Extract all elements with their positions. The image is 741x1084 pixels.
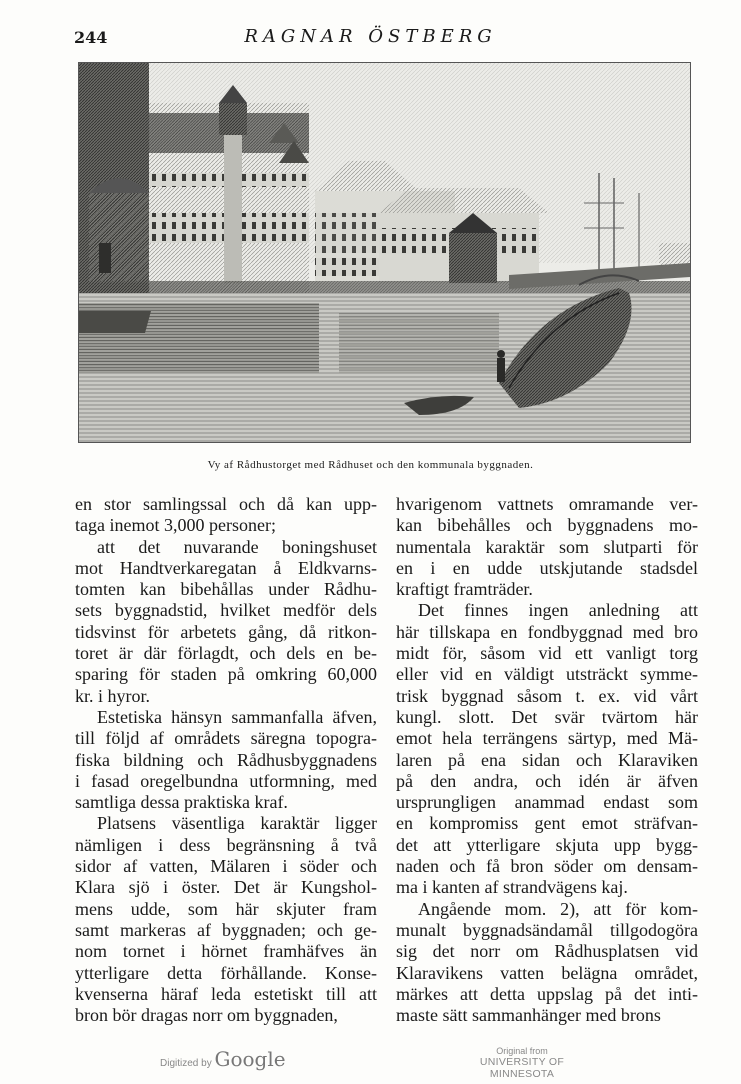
text-line: kungl. slott. Det svär tvärtom här: [396, 706, 698, 727]
text-line: kraftigt framträder.: [396, 579, 533, 600]
text-line: kan bibehålles och byggnadens mo-: [396, 515, 698, 536]
text-line: samt markeras af byggnaden; och ge-: [75, 919, 377, 940]
text-line: numentala karaktär som slutparti för: [396, 536, 698, 557]
text-line: midt för, såsom vid ett vanligt torg: [396, 643, 698, 664]
text-line: sparing för staden på omkring 60,000: [75, 664, 377, 685]
text-line: ma i kanten af strandvägens kaj.: [396, 877, 628, 898]
paragraph: [396, 494, 698, 600]
text-line: en kompromiss gent emot sträfvan-: [396, 813, 698, 834]
text-line: taga inemot 3,000 personer;: [75, 515, 276, 536]
text-line: mot Handtverkaregatan å Eldkvarns-: [75, 557, 377, 578]
text-line: laren på ena sidan och Klaraviken: [396, 749, 698, 770]
text-line: på den andra, och idén är äfven: [396, 770, 698, 791]
text-line: det att ytterligare skjuta upp bygg-: [396, 834, 698, 855]
text-line: kr. i hyror.: [75, 685, 150, 706]
text-line: Platsens väsentliga karaktär ligger: [97, 813, 377, 834]
text-line: sidor af vatten, Mälaren i söder och: [75, 856, 377, 877]
original-from-label: Original from: [496, 1046, 548, 1056]
paragraph: [75, 494, 377, 537]
text-line: sets byggnadstid, hvilket medför dels: [75, 600, 377, 621]
running-title: RAGNAR ÖSTBERG: [244, 26, 497, 47]
text-line: kvenserna häraf leda estetiskt till att: [75, 983, 377, 1004]
text-line: ytterligare detta förhållande. Konse-: [75, 962, 377, 983]
text-line: tomten kan bibehållas under Rådhu-: [75, 579, 377, 600]
text-line: tidsvinst för arbetets gång, då ritkon-: [75, 621, 377, 642]
text-line: toret är där förlagdt, och dels en be-: [75, 643, 377, 664]
text-line: nämligen i dess begränsning å två: [75, 834, 377, 855]
text-line: märkes att detta uppslag på det inti-: [396, 983, 698, 1004]
paragraph: [396, 899, 698, 1027]
university-label: UNIVERSITY OF MINNESOTA: [479, 1056, 565, 1080]
original-source-credit: [452, 1046, 592, 1080]
text-line: hvarigenom vattnets omramande ver-: [396, 494, 698, 514]
digitized-by-label: Digitized by: [160, 1058, 212, 1069]
text-line: Estetiska hänsyn sammanfalla äfven,: [97, 706, 377, 727]
paragraph: [75, 813, 377, 1026]
text-line: Klaravikens vatten belägna området,: [396, 962, 698, 983]
text-line: till följd af områdets säregna topogra-: [75, 728, 377, 749]
paragraph: [75, 537, 377, 707]
text-line: trisk byggnad såsom t. ex. vid vårt: [396, 685, 698, 706]
left-column: [75, 494, 377, 1026]
text-line: Angående mom. 2), att för kom-: [418, 898, 698, 919]
text-line: en stor samlingssal och då kan upp-: [75, 494, 377, 514]
text-line: emot hela terrängens särtyp, med Mä-: [396, 728, 698, 749]
text-line: fiska bildning och Rådhusbyggnadens: [75, 749, 377, 770]
text-line: Det finnes ingen anledning att: [418, 600, 698, 621]
right-column: [396, 494, 698, 1026]
figure-caption: Vy af Rådhustorget med Rådhuset och den kommunala byggnaden.: [207, 459, 534, 471]
paragraph: [396, 600, 698, 898]
text-line: ursprungligen anammad endast som: [396, 792, 698, 813]
google-logo: Google: [214, 1047, 286, 1071]
text-line: Klara sjö i öster. Det är Kungshol-: [75, 877, 377, 898]
text-line: maste sätt sammanhänger med brons: [396, 1005, 661, 1026]
page-number: 244: [74, 28, 108, 47]
text-line: en i en udde utskjutande stadsdel: [396, 557, 698, 578]
text-line: naden och få bron söder om densam-: [396, 856, 698, 877]
text-line: sig det norr om Rådhusplatsen vid: [396, 941, 698, 962]
text-line: nom tornet i hörnet framhäfves än: [75, 941, 377, 962]
illustration-figure: [78, 62, 691, 443]
text-line: bron bör dragas norr om byggnaden,: [75, 1005, 338, 1026]
text-line: eller vid en väldigt utsträckt symme-: [396, 664, 698, 685]
text-line: att det nuvarande boningshuset: [97, 536, 377, 557]
text-line: munalt byggnadsändamål tillgodogöra: [396, 919, 698, 940]
text-line: mens udde, som här skjuter fram: [75, 898, 377, 919]
text-line: i fasad oregelbundna utformning, med: [75, 770, 377, 791]
paragraph: [75, 707, 377, 813]
digitized-by-credit: [160, 1047, 286, 1071]
harbor-illustration: [79, 63, 690, 442]
text-line: här tillskapa en fondbyggnad med bro: [396, 621, 698, 642]
text-line: samtliga dessa praktiska kraf.: [75, 792, 288, 813]
